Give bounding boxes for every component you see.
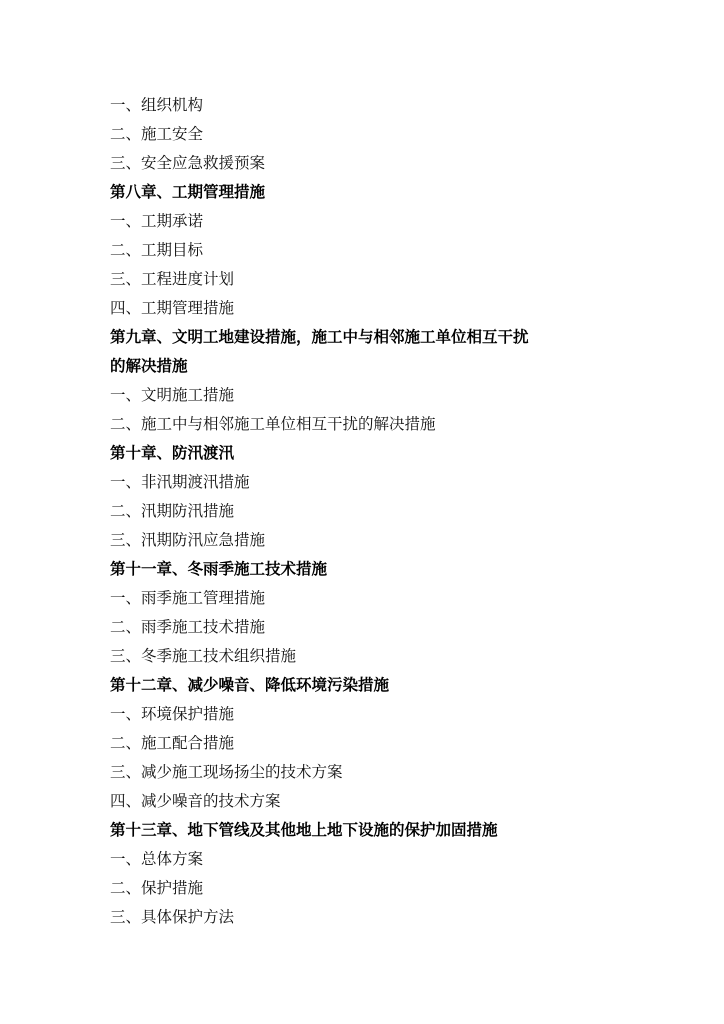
document-page [110, 91, 690, 932]
chapter-heading: 第十一章、冬雨季施工技术措施 [110, 560, 328, 578]
section-item: 三、具体保护方法 [110, 908, 235, 926]
section-item: 一、工期承诺 [110, 212, 204, 230]
section-item: 四、减少噪音的技术方案 [110, 792, 281, 810]
chapter-heading: 第八章、工期管理措施 [110, 183, 266, 201]
section-item: 一、环境保护措施 [110, 705, 235, 723]
section-item: 三、安全应急救援预案 [110, 154, 266, 172]
chapter-heading: 第九章、文明工地建设措施，施工中与相邻施工单位相互干扰 [110, 328, 529, 346]
section-item: 二、施工安全 [110, 125, 204, 143]
section-item: 一、雨季施工管理措施 [110, 589, 266, 607]
section-item: 三、工程进度计划 [110, 270, 235, 288]
section-item: 一、非汛期渡汛措施 [110, 473, 250, 491]
section-item: 二、雨季施工技术措施 [110, 618, 266, 636]
chapter-heading: 第十章、防汛渡汛 [110, 444, 235, 462]
chapter-heading-continued: 的解决措施 [110, 357, 188, 375]
section-item: 二、汛期防汛措施 [110, 502, 235, 520]
section-item: 三、汛期防汛应急措施 [110, 531, 266, 549]
section-item: 一、文明施工措施 [110, 386, 235, 404]
section-item: 二、施工配合措施 [110, 734, 235, 752]
section-item: 四、工期管理措施 [110, 299, 235, 317]
section-item: 一、组织机构 [110, 96, 204, 114]
section-item: 三、冬季施工技术组织措施 [110, 647, 297, 665]
section-item: 二、保护措施 [110, 879, 204, 897]
chapter-heading: 第十二章、减少噪音、降低环境污染措施 [110, 676, 390, 694]
section-item: 三、减少施工现场扬尘的技术方案 [110, 763, 343, 781]
section-item: 二、工期目标 [110, 241, 204, 259]
section-item: 二、施工中与相邻施工单位相互干扰的解决措施 [110, 415, 436, 433]
chapter-heading: 第十三章、地下管线及其他地上地下设施的保护加固措施 [110, 821, 498, 839]
section-item: 一、总体方案 [110, 850, 204, 868]
